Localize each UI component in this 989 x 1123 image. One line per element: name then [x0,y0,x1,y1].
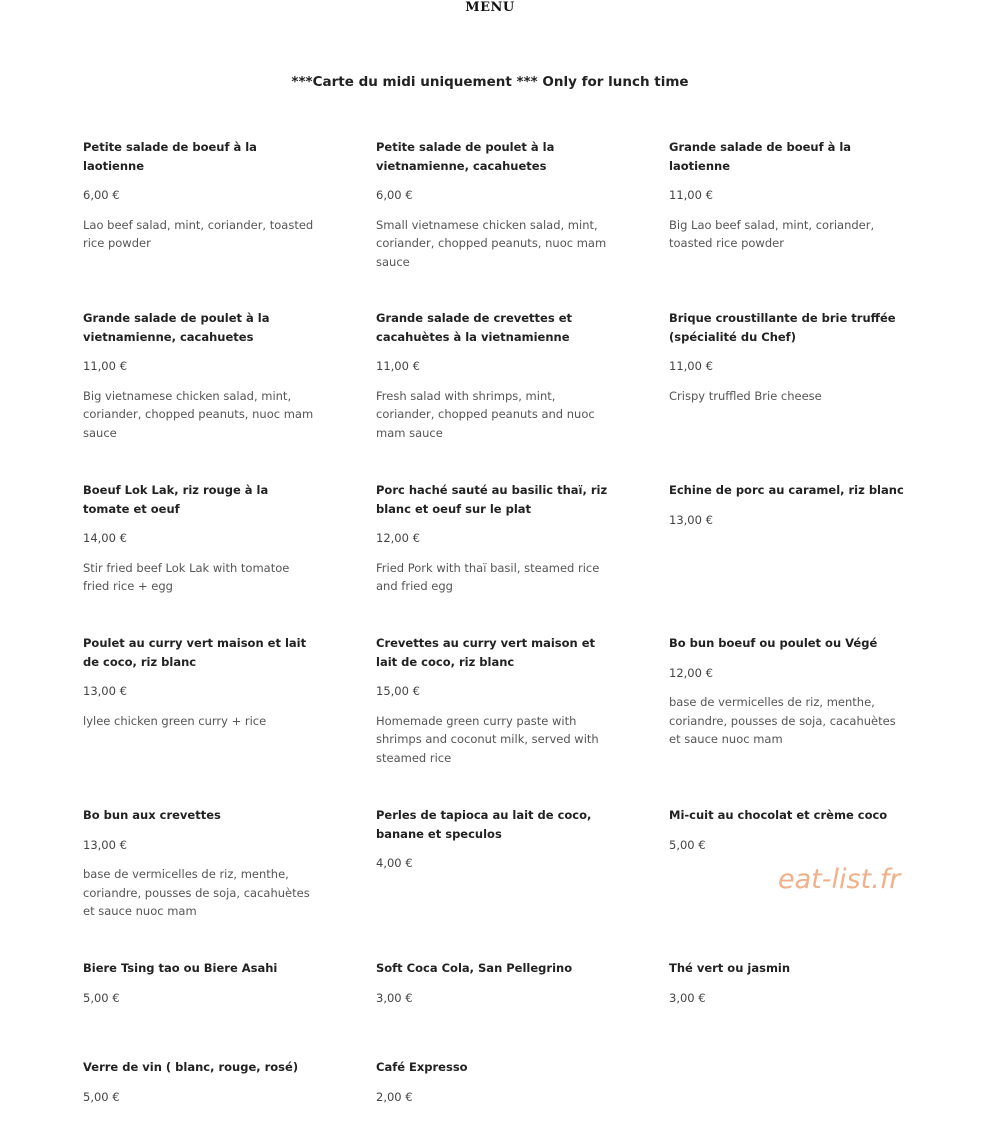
menu-item [376,309,611,442]
menu-item [669,309,904,405]
item-price: 5,00 € [669,837,706,852]
item-description: Fresh salad with shrimps, mint, coriander, chopped peanuts and nuoc mam sauce [376,388,595,440]
item-description: Crispy truffled Brie cheese [669,388,822,403]
item-name: Echine de porc au caramel, riz blanc [669,483,904,497]
item-description: Big vietnamese chicken salad, mint, coriander, chopped peanuts, nuoc mam sauce [83,388,314,440]
item-name: Verre de vin ( blanc, rouge, rosé) [83,1060,299,1074]
watermark-text: eat-list.fr [778,864,901,895]
item-name: Petite salade de boeuf à la laotienne [83,140,257,173]
item-price: 15,00 € [376,684,420,698]
menu-item [376,138,611,271]
item-description: base de vermicelles de riz, menthe, coriandre, pousses de soja, cacahuètes et sauce nuoc mam [669,695,896,746]
item-name: Mi-cuit au chocolat et crème coco [669,808,888,822]
item-price: 5,00 € [83,1089,120,1104]
item-price: 11,00 € [669,188,713,202]
menu-item [83,481,318,596]
menu-item [83,806,318,921]
item-name: Petite salade de poulet à la vietnamienne, cacahuetes [376,140,555,173]
item-price: 3,00 € [376,990,413,1005]
item-price: 12,00 € [376,531,420,545]
item-name: Brique croustillante de brie truffée (spécialité du Chef) [669,311,896,344]
item-name: Grande salade de boeuf à la laotienne [669,140,852,173]
item-price: 13,00 € [669,512,713,527]
item-description: Small vietnamese chicken salad, mint, coriander, chopped peanuts, nuoc mam sauce [376,217,607,269]
item-price: 2,00 € [376,1089,413,1104]
menu-item [376,634,611,767]
item-price: 6,00 € [376,188,413,202]
item-description: Big Lao beef salad, mint, coriander, toasted rice powder [669,217,875,250]
item-description: Fried Pork with thaï basil, steamed rice and fried egg [376,560,600,593]
item-price: 13,00 € [83,837,127,852]
item-price: 4,00 € [376,856,413,870]
menu-item [83,309,318,442]
item-description: base de vermicelles de riz, menthe, coriandre, pousses de soja, cacahuètes et sauce nuoc mam [83,867,310,918]
item-name: Grande salade de poulet à la vietnamienne, cacahuetes [83,311,270,344]
item-price: 11,00 € [376,359,420,373]
item-name: Bo bun boeuf ou poulet ou Végé [669,636,878,650]
item-name: Porc haché sauté au basilic thaï, riz blanc et oeuf sur le plat [376,483,608,516]
item-name: Poulet au curry vert maison et lait de coco, riz blanc [83,636,307,669]
menu-item [669,481,904,529]
item-price: 5,00 € [83,990,120,1005]
item-description: Homemade green curry paste with shrimps and coconut milk, served with steamed rice [376,713,599,765]
item-name: Bo bun aux crevettes [83,808,221,822]
item-name: Perles de tapioca au lait de coco, banane et speculos [376,808,592,841]
item-price: 11,00 € [669,359,713,373]
item-price: 12,00 € [669,665,713,680]
menu-subtitle: ***Carte du midi uniquement *** Only for lunch time [291,74,689,90]
item-price: 14,00 € [83,531,127,545]
menu-item [669,959,904,1007]
item-price: 6,00 € [83,188,120,202]
item-price: 3,00 € [669,990,706,1005]
item-price: 11,00 € [83,359,127,373]
menu-item [376,806,611,873]
item-description: Lao beef salad, mint, coriander, toasted rice powder [83,217,314,250]
menu-item [83,138,318,253]
menu-item [83,634,318,730]
menu-item [376,959,611,1007]
item-price: 13,00 € [83,684,127,698]
menu-item [669,138,904,253]
item-description: lylee chicken green curry + rice [83,713,267,728]
menu-item [669,634,904,749]
menu-item [83,959,318,1007]
item-description: Stir fried beef Lok Lak with tomatoe fried rice + egg [83,560,290,593]
item-name: Thé vert ou jasmin [669,961,791,975]
menu-item [669,806,904,854]
item-name: Soft Coca Cola, San Pellegrino [376,961,573,975]
item-name: Café Expresso [376,1060,468,1074]
item-name: Grande salade de crevettes et cacahuètes à la vietnamienne [376,311,572,344]
item-name: Biere Tsing tao ou Biere Asahi [83,961,278,975]
item-name: Crevettes au curry vert maison et lait de coco, riz blanc [376,636,596,669]
menu-item [376,1058,611,1106]
page-title: MENU [465,0,515,15]
menu-item [83,1058,318,1106]
item-name: Boeuf Lok Lak, riz rouge à la tomate et oeuf [83,483,269,516]
menu-item [376,481,611,596]
